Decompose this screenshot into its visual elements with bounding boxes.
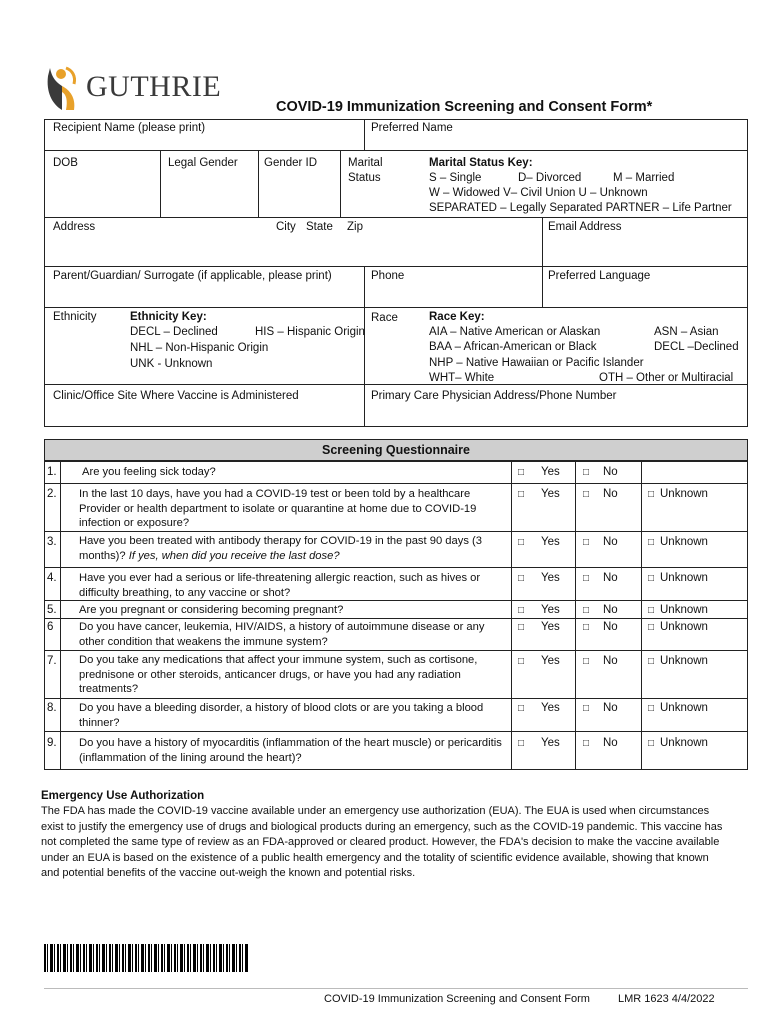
question-3-unknown-checkbox[interactable]: □ bbox=[648, 537, 655, 548]
language-field[interactable]: Preferred Language bbox=[548, 270, 651, 282]
race-key-7: OTH – Other or Multiracial bbox=[599, 372, 734, 384]
question-3-yes-checkbox[interactable]: □ bbox=[518, 537, 525, 548]
question-3-no-checkbox[interactable]: □ bbox=[583, 537, 590, 548]
question-3-yes-label: Yes bbox=[541, 536, 560, 548]
race-key-6: WHT– White bbox=[429, 372, 495, 384]
question-3-main: Have you been treated with antibody therapy for COVID-19 in the past 90 days (3 months)? bbox=[79, 535, 482, 562]
question-8-no-label: No bbox=[603, 702, 618, 714]
question-9-yes-label: Yes bbox=[541, 737, 560, 749]
footer-form-name: COVID-19 Immunization Screening and Consent Form bbox=[324, 993, 590, 1005]
guthrie-logo-mark-icon bbox=[44, 64, 80, 112]
race-field[interactable]: Race bbox=[371, 312, 398, 324]
question-5-unknown-checkbox[interactable]: □ bbox=[648, 605, 655, 616]
guthrie-logo bbox=[44, 64, 234, 114]
question-1-number: 1. bbox=[47, 466, 57, 478]
gender-id-field[interactable]: Gender ID bbox=[264, 157, 318, 169]
question-8-unknown-label: Unknown bbox=[660, 702, 708, 714]
question-5-unknown-label: Unknown bbox=[660, 604, 708, 616]
question-5-number: 5. bbox=[47, 604, 57, 616]
question-7-yes-checkbox[interactable]: □ bbox=[518, 656, 525, 667]
question-3-no-label: No bbox=[603, 536, 618, 548]
question-4-yes-label: Yes bbox=[541, 572, 560, 584]
marital-key-5: SEPARATED – Legally Separated PARTNER – Life Partner bbox=[429, 202, 732, 214]
ethnicity-key-title: Ethnicity Key: bbox=[130, 311, 207, 323]
footer-code: LMR 1623 4/4/2022 bbox=[618, 993, 715, 1005]
question-4-no-checkbox[interactable]: □ bbox=[583, 573, 590, 584]
question-8-unknown-checkbox[interactable]: □ bbox=[648, 703, 655, 714]
question-1-text: Are you feeling sick today? bbox=[82, 466, 216, 478]
question-6-yes-checkbox[interactable]: □ bbox=[518, 622, 525, 633]
question-5-text: Are you pregnant or considering becoming pregnant? bbox=[79, 604, 344, 616]
question-7-yes-label: Yes bbox=[541, 655, 560, 667]
question-2-number: 2. bbox=[47, 488, 57, 500]
question-7-no-label: No bbox=[603, 655, 618, 667]
brand-name: GUTHRIE bbox=[86, 70, 222, 103]
question-2-no-label: No bbox=[603, 488, 618, 500]
marital-key-2: D– Divorced bbox=[518, 172, 582, 184]
question-1-no-label: No bbox=[603, 466, 618, 478]
question-7-no-checkbox[interactable]: □ bbox=[583, 656, 590, 667]
race-key-2: ASN – Asian bbox=[654, 326, 719, 338]
marital-key-3: M – Married bbox=[613, 172, 675, 184]
recipient-name-field[interactable]: Recipient Name (please print) bbox=[53, 122, 206, 134]
question-9-no-label: No bbox=[603, 737, 618, 749]
question-4-yes-checkbox[interactable]: □ bbox=[518, 573, 525, 584]
race-key-title: Race Key: bbox=[429, 311, 485, 323]
question-8-number: 8. bbox=[47, 702, 57, 714]
question-6-text: Do you have cancer, leukemia, HIV/AIDS, a history of autoimmune disease or any other condition that weakens the immune system? bbox=[79, 621, 485, 648]
eua-body: The FDA has made the COVID-19 vaccine available under an emergency use authorization (EUA). The EUA is used when circumstances exist to justify the emergency use of drugs and biological products during an emergency, such as the COVID-19 pandemic. This vaccine has not completed the same type of review as an FDA-approved or cleared product. However, the FDA's decision to make the vaccine available under an EUA is based on the existence of a public health emergency and the totality of scientific evidence available, showing that known and potential benefits of the vaccine out-weigh the known and potential risks. bbox=[41, 805, 723, 879]
form-title: COVID-19 Immunization Screening and Consent Form* bbox=[276, 99, 653, 115]
marital-key-4: W – Widowed V– Civil Union U – Unknown bbox=[429, 187, 648, 199]
question-5-yes-label: Yes bbox=[541, 604, 560, 616]
eua-heading: Emergency Use Authorization bbox=[41, 790, 205, 802]
question-5-no-label: No bbox=[603, 604, 618, 616]
question-2-unknown-checkbox[interactable]: □ bbox=[648, 489, 655, 500]
question-3-text bbox=[79, 534, 509, 563]
race-key-3: BAA – African-American or Black bbox=[429, 341, 597, 353]
question-6-number: 6 bbox=[47, 621, 54, 633]
email-field[interactable]: Email Address bbox=[548, 221, 622, 233]
question-9-no-checkbox[interactable]: □ bbox=[583, 738, 590, 749]
city-field[interactable]: City bbox=[276, 221, 296, 233]
question-1-yes-label: Yes bbox=[541, 466, 560, 478]
question-5-no-checkbox[interactable]: □ bbox=[583, 605, 590, 616]
question-4-unknown-checkbox[interactable]: □ bbox=[648, 573, 655, 584]
state-field[interactable]: State bbox=[306, 221, 333, 233]
ethnicity-key-1: DECL – Declined bbox=[130, 326, 218, 338]
question-3-followup: If yes, when did you receive the last dose? bbox=[128, 549, 340, 562]
phone-field[interactable]: Phone bbox=[371, 270, 405, 282]
question-9-yes-checkbox[interactable]: □ bbox=[518, 738, 525, 749]
question-8-yes-checkbox[interactable]: □ bbox=[518, 703, 525, 714]
question-9-unknown-checkbox[interactable]: □ bbox=[648, 738, 655, 749]
marital-key-1: S – Single bbox=[429, 172, 482, 184]
question-6-unknown-checkbox[interactable]: □ bbox=[648, 622, 655, 633]
race-key-5: NHP – Native Hawaiian or Pacific Islander bbox=[429, 357, 644, 369]
question-3-number: 3. bbox=[47, 536, 57, 548]
question-3-unknown-label: Unknown bbox=[660, 536, 708, 548]
legal-gender-field[interactable]: Legal Gender bbox=[168, 157, 238, 169]
ethnicity-key-3: NHL – Non-Hispanic Origin bbox=[130, 342, 269, 354]
question-1-no-checkbox[interactable]: □ bbox=[583, 467, 590, 478]
ethnicity-field[interactable]: Ethnicity bbox=[53, 311, 97, 323]
question-9-unknown-label: Unknown bbox=[660, 737, 708, 749]
question-4-number: 4. bbox=[47, 572, 57, 584]
question-8-text: Do you have a bleeding disorder, a history of blood clots or are you taking a blood thinner? bbox=[79, 702, 484, 729]
question-9-number: 9. bbox=[47, 737, 57, 749]
question-8-no-checkbox[interactable]: □ bbox=[583, 703, 590, 714]
question-1-yes-checkbox[interactable]: □ bbox=[518, 467, 525, 478]
race-key-4: DECL –Declined bbox=[654, 341, 739, 353]
question-2-text: In the last 10 days, have you had a COVID-19 test or been told by a healthcare Provider or health department to isolate or quarantine at home due to COVID-19 infection or exposure? bbox=[79, 488, 477, 530]
question-2-yes-label: Yes bbox=[541, 488, 560, 500]
clinic-field[interactable]: Clinic/Office Site Where Vaccine is Administered bbox=[53, 390, 299, 402]
question-5-yes-checkbox[interactable]: □ bbox=[518, 605, 525, 616]
question-7-unknown-label: Unknown bbox=[660, 655, 708, 667]
preferred-name-field[interactable]: Preferred Name bbox=[371, 122, 453, 134]
marital-status-field[interactable]: Marital Status bbox=[348, 157, 383, 184]
dob-field[interactable]: DOB bbox=[53, 157, 78, 169]
address-field[interactable]: Address bbox=[53, 221, 96, 233]
question-7-text: Do you take any medications that affect your immune system, such as cortisone, prednisone or other steroids, anticancer drugs, or have you had any radiation treatments? bbox=[79, 654, 478, 696]
question-2-no-checkbox[interactable]: □ bbox=[583, 489, 590, 500]
question-4-no-label: No bbox=[603, 572, 618, 584]
question-4-unknown-label: Unknown bbox=[660, 572, 708, 584]
question-7-number: 7. bbox=[47, 655, 57, 667]
marital-key-title: Marital Status Key: bbox=[429, 157, 533, 169]
physician-field[interactable]: Primary Care Physician Address/Phone Number bbox=[371, 390, 617, 402]
question-2-yes-checkbox[interactable]: □ bbox=[518, 489, 525, 500]
question-9-text: Do you have a history of myocarditis (inflammation of the heart muscle) or pericarditis (inflammation of the lining around the heart)? bbox=[79, 737, 502, 764]
question-2-unknown-label: Unknown bbox=[660, 488, 708, 500]
ethnicity-key-4: UNK - Unknown bbox=[130, 358, 213, 370]
question-6-no-checkbox[interactable]: □ bbox=[583, 622, 590, 633]
race-key-1: AIA – Native American or Alaskan bbox=[429, 326, 601, 338]
question-6-unknown-label: Unknown bbox=[660, 621, 708, 633]
guardian-field[interactable]: Parent/Guardian/ Surrogate (if applicable, please print) bbox=[53, 270, 332, 282]
question-4-text: Have you ever had a serious or life-threatening allergic reaction, such as hives or difficulty breathing, to any vaccine or shot? bbox=[79, 572, 481, 599]
questionnaire-title: Screening Questionnaire bbox=[322, 443, 470, 457]
ethnicity-key-2: HIS – Hispanic Origin bbox=[255, 326, 365, 338]
question-6-no-label: No bbox=[603, 621, 618, 633]
question-8-yes-label: Yes bbox=[541, 702, 560, 714]
question-7-unknown-checkbox[interactable]: □ bbox=[648, 656, 655, 667]
zip-field[interactable]: Zip bbox=[347, 221, 363, 233]
question-6-yes-label: Yes bbox=[541, 621, 560, 633]
barcode bbox=[44, 944, 248, 972]
